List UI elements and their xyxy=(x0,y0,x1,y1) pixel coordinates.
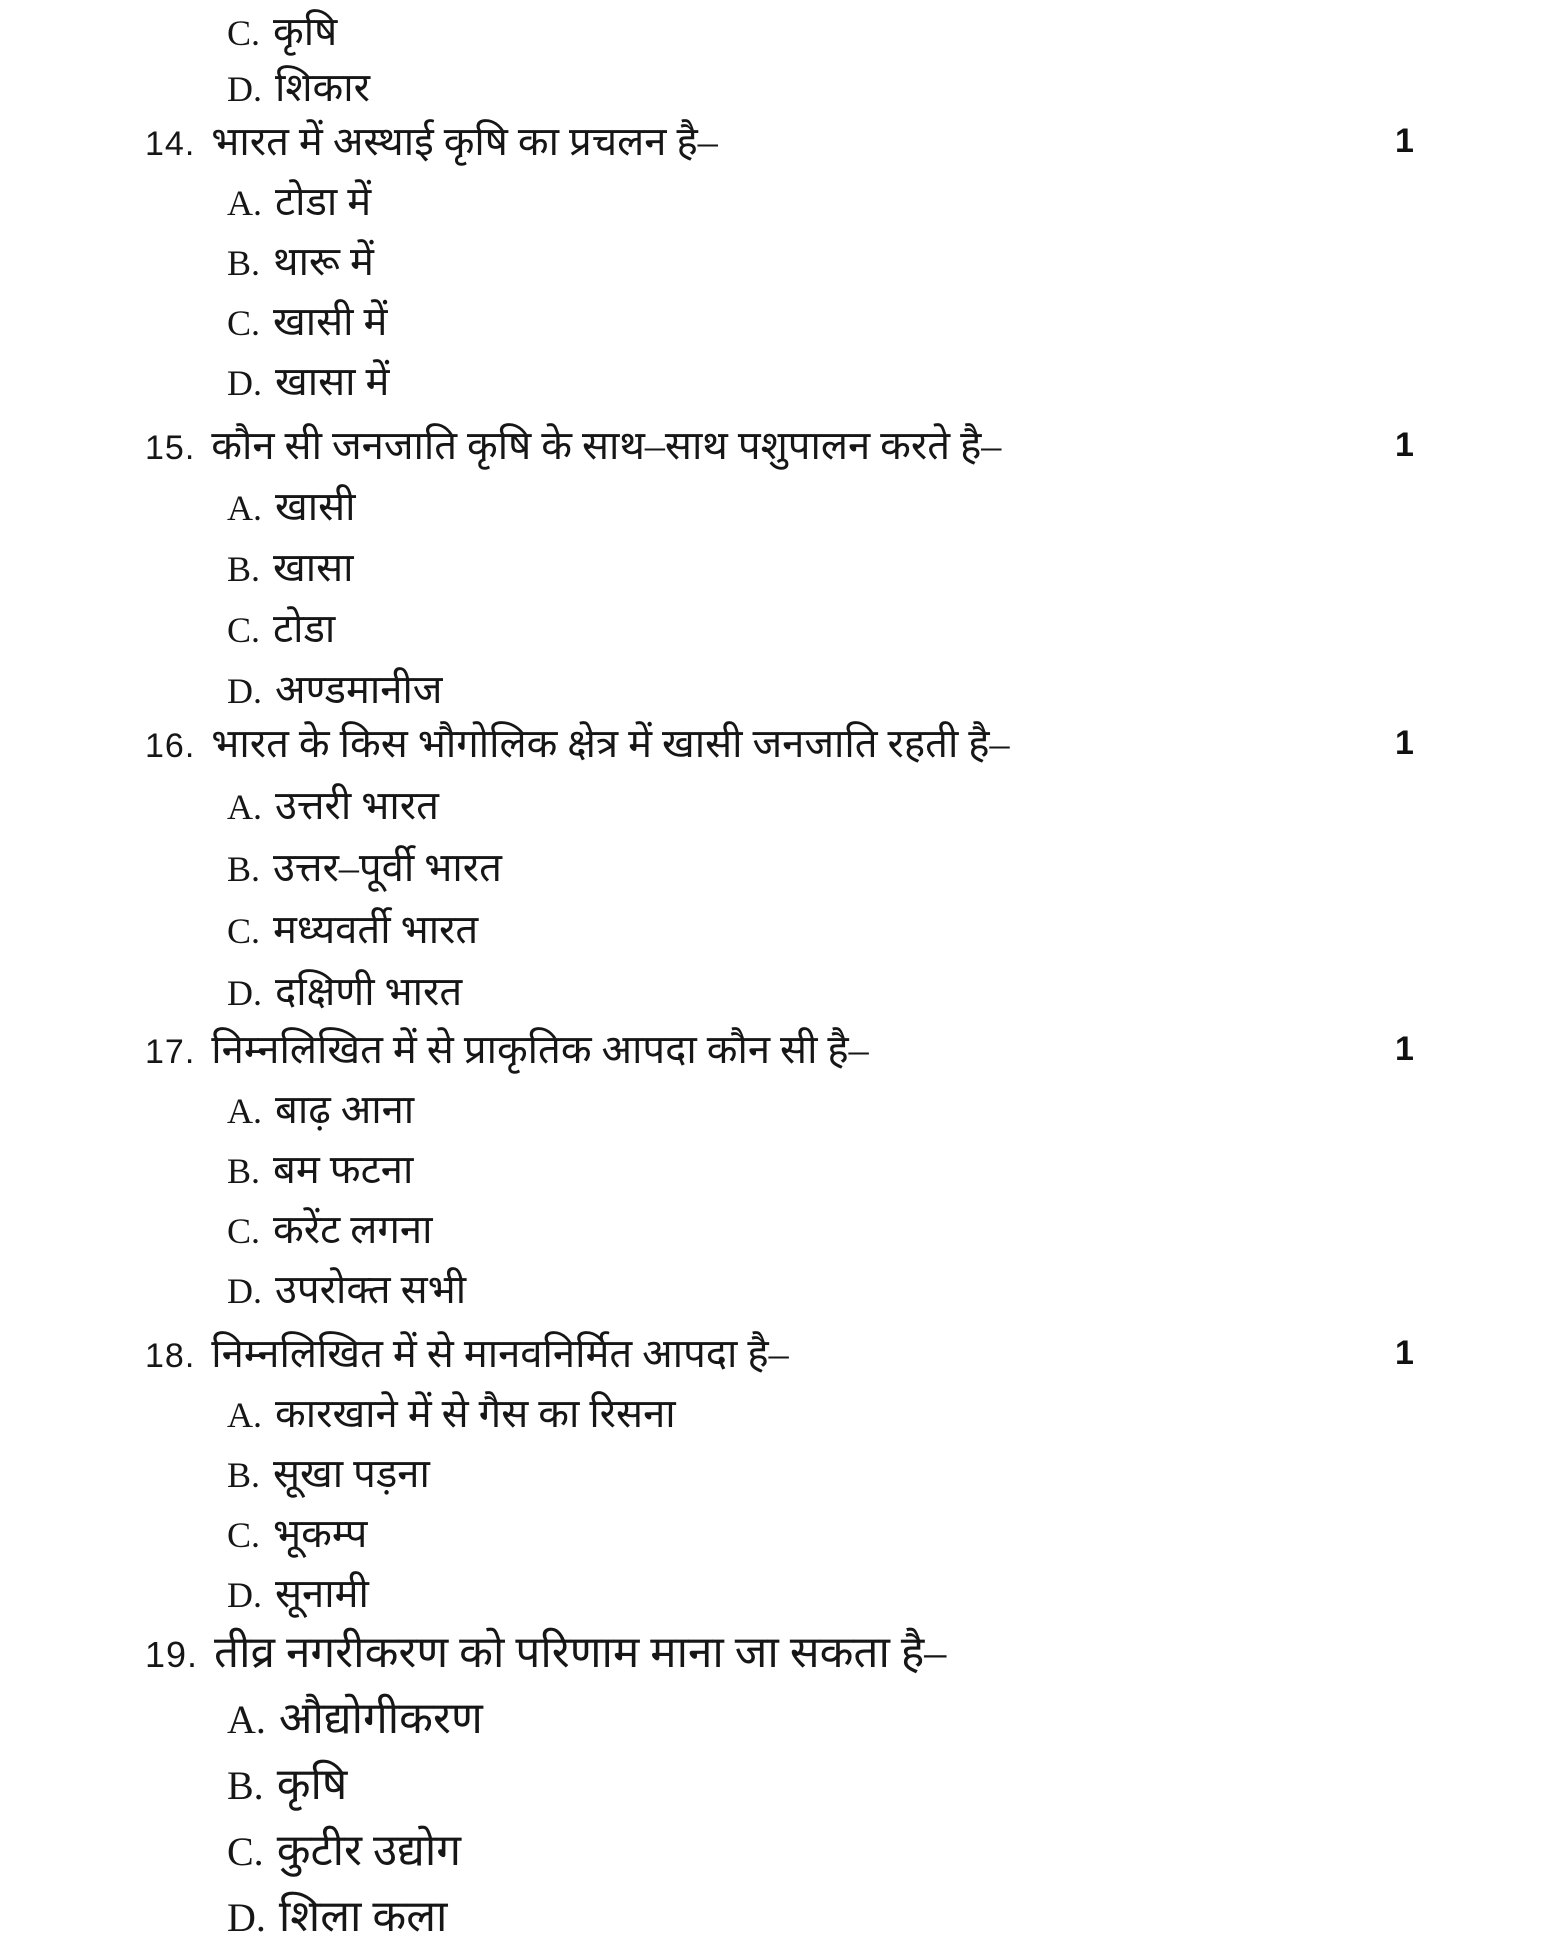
option-letter: B. xyxy=(227,1455,261,1495)
question-number: 14. xyxy=(145,125,196,163)
option-row xyxy=(0,1140,1547,1200)
option-letter: B. xyxy=(227,243,261,283)
option-letter: A. xyxy=(227,787,262,827)
question-text: भारत में अस्थाई कृषि का प्रचलन है– xyxy=(211,119,718,164)
question-19 xyxy=(0,1620,1547,1950)
option-text: भूकम्प xyxy=(273,1511,368,1556)
question-number: 18. xyxy=(145,1337,196,1375)
option-text: कुटीर उद्योग xyxy=(276,1826,462,1875)
question-row xyxy=(0,1620,1547,1686)
option-row xyxy=(0,538,1547,599)
option-text: खासा xyxy=(273,545,354,590)
option-text: खासा में xyxy=(275,359,390,404)
option-row xyxy=(0,1884,1547,1950)
option-row xyxy=(0,660,1547,721)
option-text: बम फटना xyxy=(273,1147,414,1192)
option-row xyxy=(0,1504,1547,1564)
marks-badge: 1 xyxy=(1395,724,1414,762)
option-row xyxy=(0,962,1547,1024)
option-row xyxy=(0,838,1547,900)
option-letter: D. xyxy=(227,671,262,711)
option-letter: D. xyxy=(227,1895,266,1940)
question-row xyxy=(0,112,1547,172)
marks-badge: 1 xyxy=(1395,122,1414,160)
question-row xyxy=(0,714,1547,776)
option-text: खासी xyxy=(275,484,356,529)
option-letter: C. xyxy=(227,1829,264,1874)
option-text: सूखा पड़ना xyxy=(273,1451,430,1496)
option-row xyxy=(0,292,1547,352)
option-row xyxy=(0,1564,1547,1624)
option-row xyxy=(0,1752,1547,1818)
option-row xyxy=(0,477,1547,538)
option-row xyxy=(0,58,1547,114)
option-letter: C. xyxy=(227,610,261,650)
question-text: भारत के किस भौगोलिक क्षेत्र में खासी जनजाति रहती है– xyxy=(211,721,1010,766)
option-letter: C. xyxy=(227,303,261,343)
question-row xyxy=(0,1324,1547,1384)
option-letter: C. xyxy=(227,1515,261,1555)
option-letter: B. xyxy=(227,549,261,589)
question-15 xyxy=(0,416,1547,721)
option-row xyxy=(0,1444,1547,1504)
option-letter: B. xyxy=(227,1151,261,1191)
option-letter: A. xyxy=(227,1091,262,1131)
option-letter: B. xyxy=(227,849,261,889)
option-text: बाढ़ आना xyxy=(275,1087,415,1132)
option-text: मध्यवर्ती भारत xyxy=(273,907,479,952)
option-letter: C. xyxy=(227,911,261,951)
option-row xyxy=(0,1384,1547,1444)
option-text: टोडा xyxy=(273,606,336,651)
question-18 xyxy=(0,1324,1547,1624)
question-text: कौन सी जनजाति कृषि के साथ–साथ पशुपालन करते है– xyxy=(211,423,1002,468)
question-number: 19. xyxy=(145,1634,199,1675)
question-16 xyxy=(0,714,1547,1024)
option-row xyxy=(0,232,1547,292)
option-row xyxy=(0,352,1547,412)
question-number: 15. xyxy=(145,429,196,467)
marks-badge: 1 xyxy=(1395,1030,1414,1068)
option-letter: A. xyxy=(227,1395,262,1435)
option-row xyxy=(0,1686,1547,1752)
option-letter: C. xyxy=(227,1211,261,1251)
option-row xyxy=(0,900,1547,962)
option-text: टोडा में xyxy=(275,179,372,224)
option-letter: C. xyxy=(227,13,261,53)
option-row xyxy=(0,776,1547,838)
option-text: कृषि xyxy=(273,9,338,54)
option-text: उत्तर–पूर्वी भारत xyxy=(273,845,502,890)
question-row xyxy=(0,1020,1547,1080)
option-text: सूनामी xyxy=(275,1571,369,1616)
marks-badge: 1 xyxy=(1395,1334,1414,1372)
question-text: तीव्र नगरीकरण को परिणाम माना जा सकता है– xyxy=(214,1628,947,1677)
question-number: 17. xyxy=(145,1033,196,1071)
question-number: 16. xyxy=(145,727,196,765)
option-text: औद्योगीकरण xyxy=(278,1694,483,1743)
option-text: उत्तरी भारत xyxy=(275,783,439,828)
option-text: शिला कला xyxy=(278,1892,448,1941)
option-row xyxy=(0,2,1547,58)
option-letter: A. xyxy=(227,183,262,223)
option-letter: D. xyxy=(227,69,262,109)
option-letter: D. xyxy=(227,363,262,403)
question-text: निम्नलिखित में से प्राकृतिक आपदा कौन सी है– xyxy=(211,1027,869,1072)
option-text: अण्डमानीज xyxy=(275,667,443,712)
option-text: थारू में xyxy=(273,239,374,284)
question-14 xyxy=(0,112,1547,412)
option-row xyxy=(0,1080,1547,1140)
option-letter: D. xyxy=(227,973,262,1013)
option-letter: A. xyxy=(227,488,262,528)
option-text: दक्षिणी भारत xyxy=(275,969,463,1014)
option-text: करेंट लगना xyxy=(273,1207,433,1252)
question-17 xyxy=(0,1020,1547,1320)
option-row xyxy=(0,1818,1547,1884)
marks-badge: 1 xyxy=(1395,426,1414,464)
option-text: कृषि xyxy=(276,1760,348,1809)
question-row xyxy=(0,416,1547,477)
option-row xyxy=(0,172,1547,232)
option-letter: D. xyxy=(227,1271,262,1311)
question-text: निम्नलिखित में से मानवनिर्मित आपदा है– xyxy=(211,1331,789,1376)
option-letter: D. xyxy=(227,1575,262,1615)
option-letter: B. xyxy=(227,1763,264,1808)
option-row xyxy=(0,1260,1547,1320)
question-13-partial xyxy=(0,2,1547,114)
option-text: खासी में xyxy=(273,299,388,344)
option-text: कारखाने में से गैस का रिसना xyxy=(275,1391,676,1436)
option-row xyxy=(0,1200,1547,1260)
option-text: शिकार xyxy=(275,65,370,110)
option-text: उपरोक्त सभी xyxy=(275,1267,467,1312)
option-letter: A. xyxy=(227,1697,266,1742)
option-row xyxy=(0,599,1547,660)
